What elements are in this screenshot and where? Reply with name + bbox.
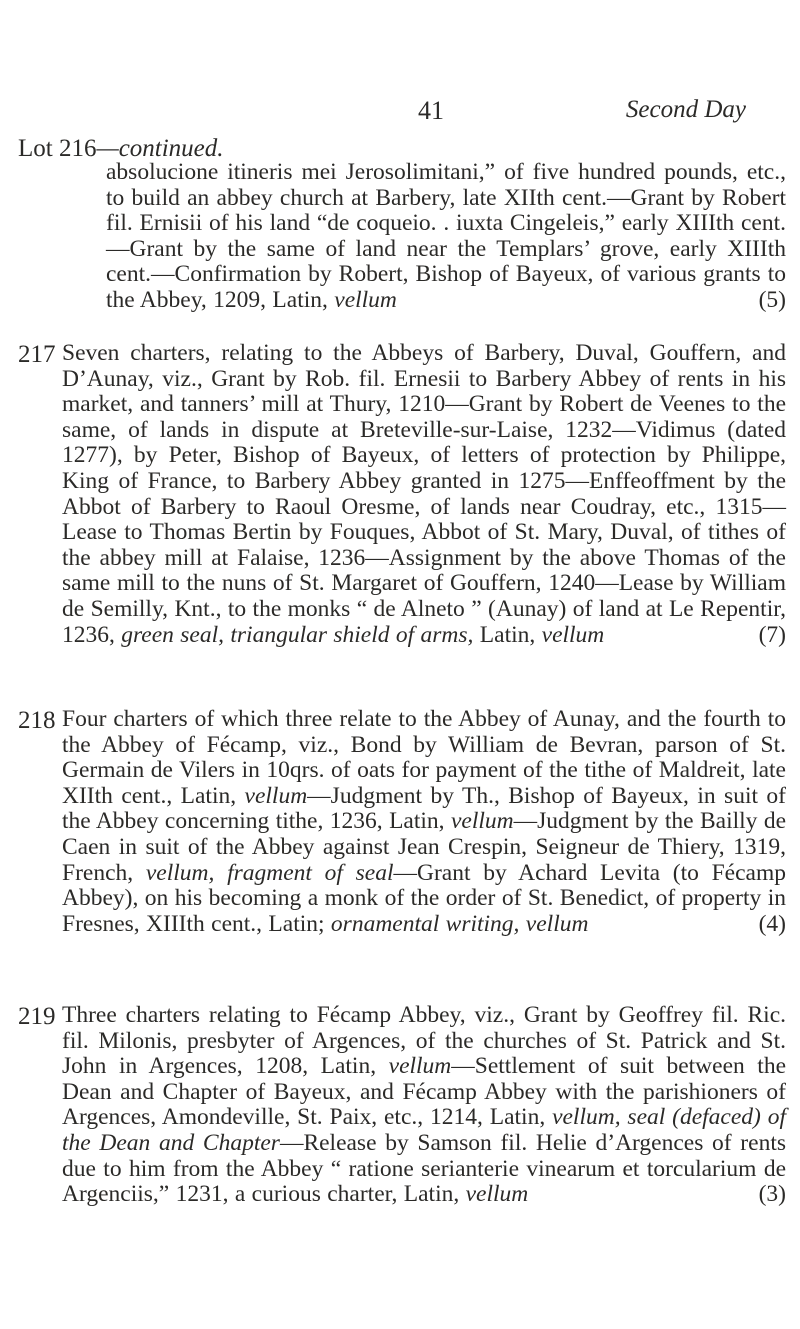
lot-217-text: Seven charters, relating to the Abbeys of Barbery, Duval, Gouffern, and D’Aunay, viz., Grant by Rob. fil. Ernesii to Barbery Abbey of rents in his market, and tanners’ mill at Thury, 1210—Grant by Robert de Veenes to the same, of lands in dispute at Breteville-sur-Laise, 1232—Vidimus (dated 1277), by Peter, Bishop of Bayeux, of letters of protection by Philippe, King of France, to Barbery Abbey granted in 1275—Enffeoffment by the Abbot of Barbery to Raoul Oresme, of lands near Coudray, etc., 1315—Lease to Thomas Bertin by Fouques, Abbot of St. Mary, Duval, of tithes of the abbey mill at Falaise, 1236—Assignment by the above Thomas of the same mill to the nuns of St. Margaret of Gouffern, 1240—Lease by William de Semilly, Knt., to the monks “ de Alneto ” (Aunay) of land at Le Repentir, 1236,	[62, 340, 786, 648]
lot-217-number: 217	[18, 341, 56, 368]
lot-216-quantity: (5)	[758, 286, 786, 313]
lot-216-text: absolucione itineris mei Jerosolimitani,” of five hundred pounds, etc., to build an abbey church at Barbery, late XIIth cent.—Grant by Robert fil. Ernisii of his land “de coqueio. . iuxta Cingeleis,” early XIIIth cent.—Grant by the same of land near the Templars’ grove, early XIIIth cent.—Confirmation by Robert, Bishop of Bayeux, of various grants to the Abbey, 1209, Latin,	[106, 159, 786, 313]
lot-219-material-3: vellum	[465, 1181, 529, 1208]
lot-218-text-1: Four charters of which three relate to the Abbey of Aunay, and the fourth to the Abbey of Fécamp, viz., Bond by William de Bevran, parson of St. Germain de Vilers in 10qrs. of oats for payment of the tithe of Maldreit, late XIIth cent., Latin,	[62, 706, 786, 809]
lot-216-continued-label: —continued.	[96, 135, 224, 162]
page-number: 41	[418, 96, 444, 125]
lot-217-entry	[18, 341, 786, 648]
lot-218-material-4: ornamental writing, vellum	[330, 910, 589, 937]
lot-219-quantity: (3)	[758, 1181, 786, 1208]
lot-218-text-4: —Grant by Achard Levita (to Fécamp Abbey), on his becoming a monk of the order of St. Benedict, of property in Fresnes, XIIIth cent., Latin;	[62, 859, 786, 937]
lot-219-text-2: —Settlement of suit between the Dean and Chapter of Bayeux, and Fécamp Abbey with the parishioners of Argences, Amondeville, St. Paix, etc., 1214, Latin,	[62, 1053, 786, 1131]
lot-218-material-2: vellum	[450, 808, 514, 835]
lot-218-material-1: vellum	[244, 782, 308, 809]
lot-217-seal: green seal, triangular shield of arms,	[121, 621, 474, 648]
lot-217-material: vellum	[541, 621, 605, 648]
lot-218-text-2: —Judgment by Th., Bishop of Bayeux, in suit of the Abbey concerning tithe, 1236, Latin,	[62, 782, 786, 835]
lot-216-description	[106, 160, 786, 314]
lot-218-quantity: (4)	[758, 910, 786, 937]
lot-219-text-3: —Release by Samson fil. Helie d’Argences of rents due to him from the Abbey “ ratione serianterie vinearum et torcularium de Argenciis,” 1231, a curious charter, Latin,	[62, 1129, 786, 1208]
lot-218-material-3: vellum, fragment of seal	[145, 859, 394, 886]
lot-219-material-2: vellum, seal (defaced) of the Dean and Chapter	[62, 1104, 786, 1156]
lot-217-quantity: (7)	[758, 621, 786, 648]
page-header	[0, 96, 800, 130]
lot-218-description	[62, 707, 786, 937]
lot-219-entry	[18, 1003, 786, 1208]
lot-218-entry	[18, 707, 786, 937]
lot-216-material: vellum	[334, 286, 397, 313]
lot-217-description	[62, 341, 786, 648]
lot-218-number: 218	[18, 707, 56, 734]
lot-219-number: 219	[18, 1003, 56, 1030]
running-title: Second Day	[625, 96, 746, 123]
lot-219-description	[62, 1003, 786, 1208]
lot-216-heading-prefix: Lot 216	[18, 135, 97, 162]
lot-219-text-1: Three charters relating to Fécamp Abbey, viz., Grant by Geoffrey fil. Ric. fil. Milonis, presbyter of Argences, of the churches of St. Patrick and St. John in Argences, 1208, Latin,	[62, 1002, 786, 1080]
lot-216-entry	[18, 160, 786, 314]
lot-219-material-1: vellum	[388, 1053, 452, 1080]
lot-218-text-3: —Judgment by the Bailly de Caen in suit of the Abbey against Jean Crespin, Seigneur de Thiery, 1319, French,	[62, 808, 786, 886]
lot-217-language: Latin,	[479, 621, 536, 648]
